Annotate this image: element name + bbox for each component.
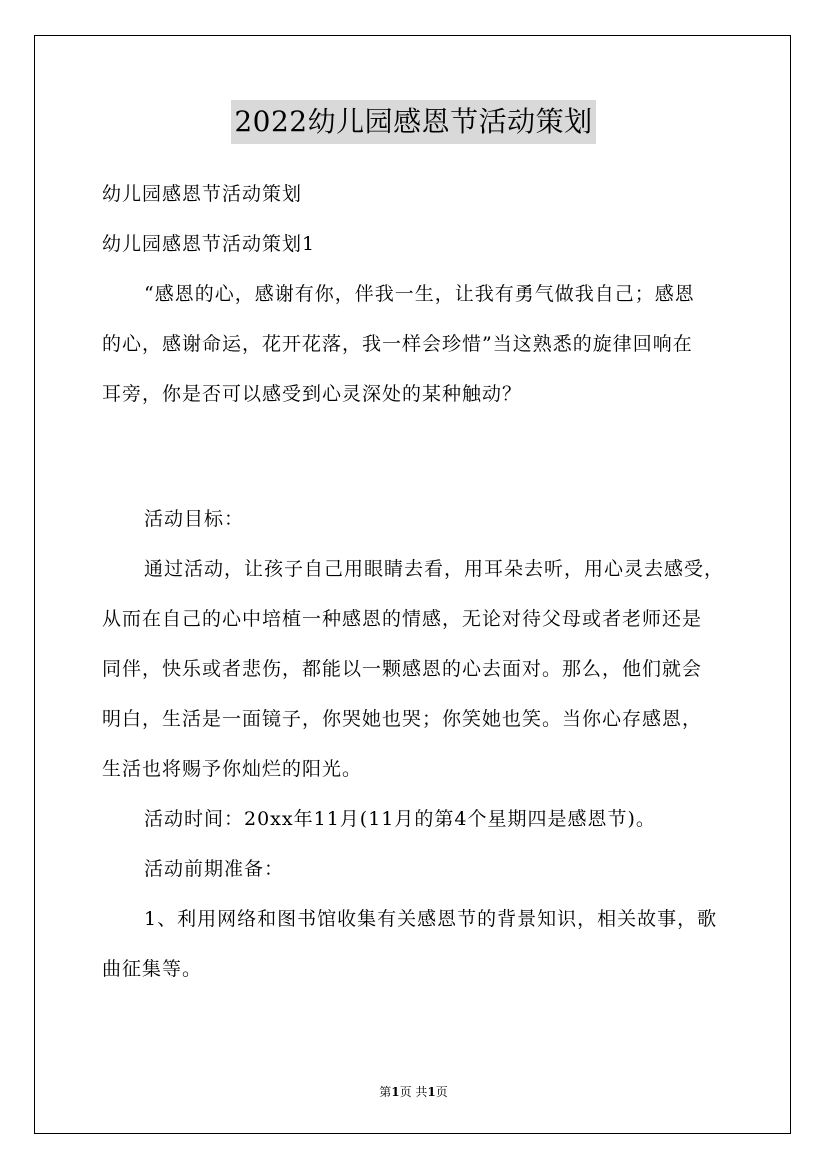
goal-line: 明白，生活是一面镜子，你哭她也哭；你笑她也笑。当你心存感恩， xyxy=(102,708,703,730)
title-container xyxy=(0,100,827,144)
heading-2: 幼儿园感恩节活动策划1 xyxy=(102,233,316,255)
document-title: 2022幼儿园感恩节活动策划 xyxy=(231,100,595,144)
time-line: 活动时间：20xx年11月(11月的第4个星期四是感恩节)。 xyxy=(144,808,656,830)
footer-prefix: 第 xyxy=(379,1085,392,1099)
heading-1: 幼儿园感恩节活动策划 xyxy=(102,183,303,205)
footer-suffix: 页 xyxy=(435,1085,448,1099)
goal-line: 通过活动，让孩子自己用眼睛去看，用耳朵去听，用心灵去感受， xyxy=(144,558,725,580)
intro-line: 耳旁，你是否可以感受到心灵深处的某种触动？ xyxy=(102,383,523,405)
prep-line: 曲征集等。 xyxy=(102,958,203,980)
document-body xyxy=(102,172,728,997)
blank-line xyxy=(102,422,728,472)
goal-line: 同伴，快乐或者悲伤，都能以一颗感恩的心去面对。那么，他们就会 xyxy=(102,658,703,680)
prep-line: 1、利用网络和图书馆收集有关感恩节的背景知识，相关故事，歌 xyxy=(144,908,718,930)
footer-page-total: 1 xyxy=(427,1085,436,1099)
intro-line: “感恩的心，感谢有你，伴我一生，让我有勇气做我自己；感恩 xyxy=(144,283,695,305)
prep-label: 活动前期准备： xyxy=(144,858,285,880)
goal-label: 活动目标： xyxy=(144,508,245,530)
spacer xyxy=(102,472,728,497)
footer-page-number: 1 xyxy=(391,1085,400,1099)
goal-line: 生活也将赐予你灿烂的阳光。 xyxy=(102,758,363,780)
page-footer xyxy=(0,1083,827,1100)
footer-mid: 页 共 xyxy=(399,1085,428,1099)
intro-line: 的心，感谢命运，花开花落，我一样会珍惜”当这熟悉的旋律回响在 xyxy=(102,333,693,355)
goal-line: 从而在自己的心中培植一种感恩的情感，无论对待父母或者老师还是 xyxy=(102,608,703,630)
